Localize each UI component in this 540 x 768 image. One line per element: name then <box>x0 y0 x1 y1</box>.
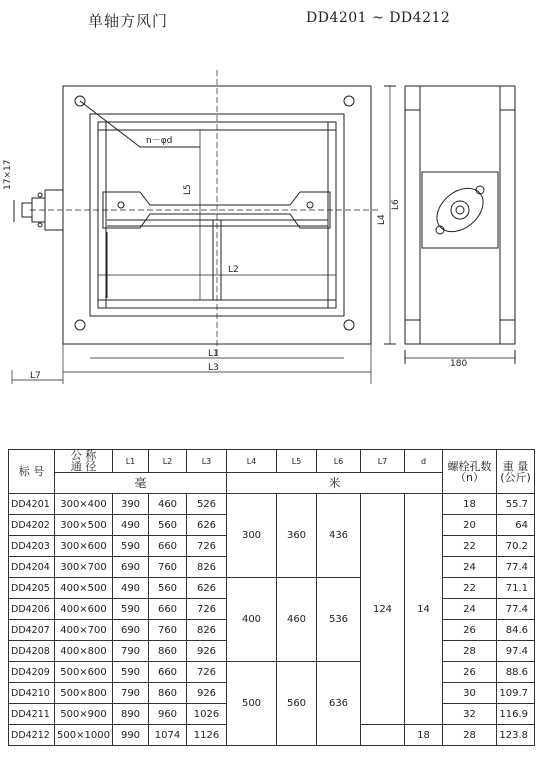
holes-cell: 32 <box>443 704 497 725</box>
model-cell: DD4208 <box>9 641 55 662</box>
holes-cell: 26 <box>443 620 497 641</box>
header-L7: L7 <box>361 450 405 473</box>
L2-cell: 660 <box>149 536 187 557</box>
size-cell: 300×500 <box>55 515 113 536</box>
size-cell: 500×600 <box>55 662 113 683</box>
L3-cell: 1026 <box>187 704 227 725</box>
holes-cell: 18 <box>443 494 497 515</box>
L3-cell: 926 <box>187 683 227 704</box>
L2-cell: 660 <box>149 599 187 620</box>
table-row <box>9 494 535 515</box>
shaft-size-label: 17×17 <box>3 159 13 190</box>
size-cell: 400×700 <box>55 620 113 641</box>
L3-cell: 626 <box>187 578 227 599</box>
L5-cell: 560 <box>277 662 317 746</box>
L3-label: L3 <box>208 363 219 373</box>
header-L2: L2 <box>149 450 187 473</box>
model-cell: DD4211 <box>9 704 55 725</box>
table-row <box>9 578 535 599</box>
header-nominal: 公 称 通 径 <box>55 450 113 473</box>
L3-cell: 926 <box>187 641 227 662</box>
model-range: DD4201 ~ DD4212 <box>306 10 451 26</box>
holes-label: n－φd <box>146 136 173 146</box>
size-cell: 300×700 <box>55 557 113 578</box>
L1-cell: 690 <box>113 557 149 578</box>
L5-cell: 360 <box>277 494 317 578</box>
weight-cell: 123.8 <box>497 725 535 746</box>
L6-cell: 436 <box>317 494 361 578</box>
header-L5: L5 <box>277 450 317 473</box>
header-L1: L1 <box>113 450 149 473</box>
weight-cell: 84.6 <box>497 620 535 641</box>
size-cell: 300×400 <box>55 494 113 515</box>
header-L6: L6 <box>317 450 361 473</box>
L1-cell: 590 <box>113 662 149 683</box>
L7-label: L7 <box>30 371 41 381</box>
L2-cell: 960 <box>149 704 187 725</box>
L3-cell: 526 <box>187 494 227 515</box>
size-cell: 300×600 <box>55 536 113 557</box>
model-cell: DD4201 <box>9 494 55 515</box>
weight-cell: 70.2 <box>497 536 535 557</box>
L6-label: L6 <box>391 199 401 210</box>
L1-cell: 990 <box>113 725 149 746</box>
spec-table <box>8 449 535 746</box>
L6-cell: 536 <box>317 578 361 662</box>
depth-label: 180 <box>450 359 468 369</box>
weight-cell: 88.6 <box>497 662 535 683</box>
table-row <box>9 662 535 683</box>
model-cell: DD4206 <box>9 599 55 620</box>
model-cell: DD4207 <box>9 620 55 641</box>
L1-cell: 790 <box>113 641 149 662</box>
model-cell: DD4209 <box>9 662 55 683</box>
L1-label: L1 <box>208 349 219 359</box>
L4-cell: 400 <box>227 578 277 662</box>
holes-cell: 20 <box>443 515 497 536</box>
header-weight: 重 量 (公斤) <box>497 450 535 494</box>
L1-cell: 490 <box>113 515 149 536</box>
weight-cell: 64 <box>497 515 535 536</box>
L2-cell: 760 <box>149 620 187 641</box>
L1-cell: 590 <box>113 599 149 620</box>
L1-cell: 590 <box>113 536 149 557</box>
L1-cell: 890 <box>113 704 149 725</box>
document-title: 单轴方风门 <box>88 12 169 30</box>
size-cell: 400×600 <box>55 599 113 620</box>
L2-cell: 560 <box>149 515 187 536</box>
size-cell: 500×800 <box>55 683 113 704</box>
holes-cell: 26 <box>443 662 497 683</box>
weight-cell: 77.4 <box>497 599 535 620</box>
model-cell: DD4205 <box>9 578 55 599</box>
holes-cell: 22 <box>443 578 497 599</box>
weight-cell: 71.1 <box>497 578 535 599</box>
L1-cell: 690 <box>113 620 149 641</box>
bolt-hole <box>344 320 354 330</box>
holes-cell: 24 <box>443 557 497 578</box>
weight-cell: 97.4 <box>497 641 535 662</box>
size-cell: 400×800 <box>55 641 113 662</box>
model-cell: DD4202 <box>9 515 55 536</box>
unit-right: 米 <box>227 473 443 494</box>
bolt-hole <box>75 320 85 330</box>
L5-cell: 460 <box>277 578 317 662</box>
unit-left: 毫 <box>55 473 227 494</box>
header-L4: L4 <box>227 450 277 473</box>
L1-cell: 790 <box>113 683 149 704</box>
header-d: d <box>405 450 443 473</box>
L3-cell: 826 <box>187 557 227 578</box>
L2-cell: 660 <box>149 662 187 683</box>
holes-cell: 28 <box>443 641 497 662</box>
actuator-flange <box>429 179 492 240</box>
L4-cell: 300 <box>227 494 277 578</box>
weight-cell: 77.4 <box>497 557 535 578</box>
L3-cell: 826 <box>187 620 227 641</box>
model-cell: DD4203 <box>9 536 55 557</box>
L7-cell: 124 <box>361 494 405 725</box>
d-cell-last: 18 <box>405 725 443 746</box>
holes-cell: 30 <box>443 683 497 704</box>
L3-cell: 1126 <box>187 725 227 746</box>
L2-cell: 860 <box>149 683 187 704</box>
weight-cell: 109.7 <box>497 683 535 704</box>
header-holes: 螺栓孔数 （n） <box>443 450 497 494</box>
L2-cell: 760 <box>149 557 187 578</box>
size-cell: 400×500 <box>55 578 113 599</box>
L2-cell: 860 <box>149 641 187 662</box>
model-cell: DD4210 <box>9 683 55 704</box>
L2-cell: 560 <box>149 578 187 599</box>
d-cell: 14 <box>405 494 443 725</box>
L1-cell: 490 <box>113 578 149 599</box>
L3-cell: 726 <box>187 662 227 683</box>
holes-cell: 22 <box>443 536 497 557</box>
weight-cell: 116.9 <box>497 704 535 725</box>
L6-cell: 636 <box>317 662 361 746</box>
model-cell: DD4204 <box>9 557 55 578</box>
size-cell: 500×900 <box>55 704 113 725</box>
L2-label: L2 <box>228 265 239 275</box>
holes-cell: 28 <box>443 725 497 746</box>
L4-label: L4 <box>377 214 387 225</box>
holes-cell: 24 <box>443 599 497 620</box>
actuator-plate <box>422 172 498 248</box>
L1-cell: 390 <box>113 494 149 515</box>
L3-cell: 626 <box>187 515 227 536</box>
model-cell: DD4212 <box>9 725 55 746</box>
L3-cell: 726 <box>187 599 227 620</box>
header-L3: L3 <box>187 450 227 473</box>
size-cell: 500×1000 <box>55 725 113 746</box>
bolt-hole <box>344 96 354 106</box>
L3-cell: 726 <box>187 536 227 557</box>
L4-cell: 500 <box>227 662 277 746</box>
header-model: 标 号 <box>9 450 55 494</box>
L5-label: L5 <box>183 184 193 195</box>
weight-cell: 55.7 <box>497 494 535 515</box>
L2-cell: 460 <box>149 494 187 515</box>
L2-cell: 1074 <box>149 725 187 746</box>
